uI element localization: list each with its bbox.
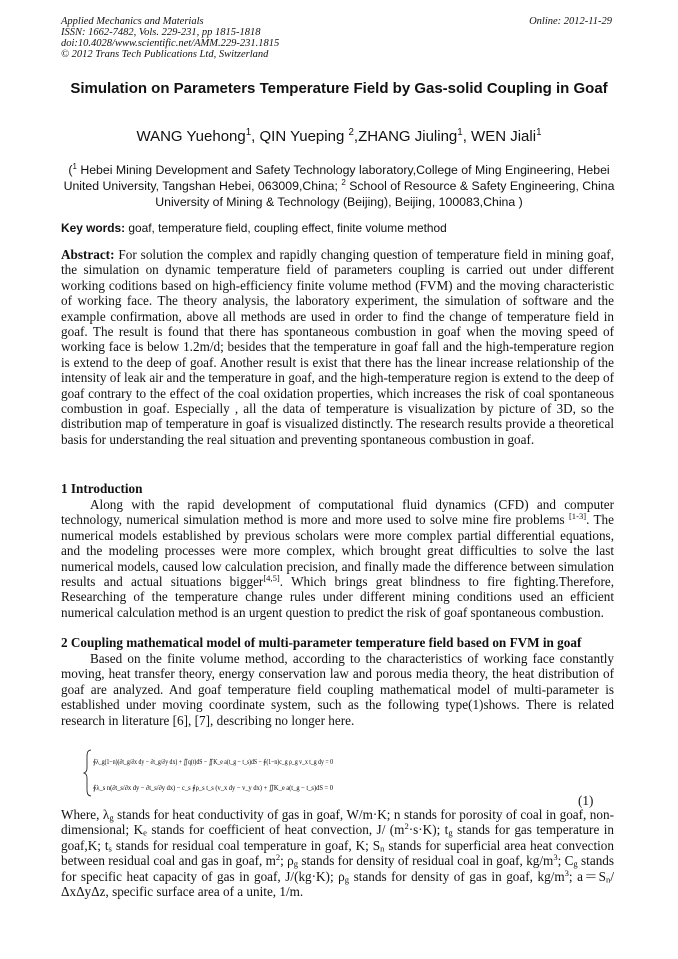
- section-1-text-part: . The numerical models established by previous scholars were more complex partial differential equations, and the modeling processes were more complex, which brought great difficulties to solve the last numerical models, caused low calculation precision, and finally made the difference between simulation results and actual situations bigger: [61, 512, 615, 590]
- section-2-text: Based on the finite volume method, according to the characteristics of working face constantly moving, heat transfer theory, energy conservation law and porous media theory, the heat distribution of goaf are analyzed. And goaf temperature field coupling mathematical model of multi-parameter is established under moving coordinate system, such as the following type(1)shows. There is related research in literature [6], [7], describing no longer here.: [61, 651, 614, 728]
- definition-text: ; ρ: [280, 853, 294, 869]
- section-1-text-part: Along with the rapid development of computational fluid dynamics (CFD) and computer technology, numerical simulation method is more and more used to solve mine fire problems: [61, 497, 614, 528]
- superscript: 2: [275, 852, 281, 863]
- definition-text: ; a＝S: [568, 868, 607, 884]
- abstract-label: Abstract:: [61, 247, 115, 262]
- superscript: 2: [404, 821, 409, 832]
- subscript: e: [143, 828, 147, 839]
- equation-line-1: ∮λ_g(1−n)(∂t_g/∂x dy − ∂t_g/∂y dx) + ∬q(t)dS − ∬K_e a(t_g − t_s)dS − ∮(1−n)c_g ρ_g v_x t_g dy = 0: [93, 758, 334, 766]
- definition-text: stands for residual coal temperature in goaf, K; S: [111, 837, 381, 853]
- doi-line: doi:10.4028/www.scientific.net/AMM.229-231.1815: [61, 38, 280, 49]
- subscript: n: [606, 874, 611, 885]
- citation: [4,5]: [263, 572, 280, 583]
- definition-text: stands for heat conductivity of gas in goaf, W/m·K; n stands for porosity of coal in goaf, non-dimensional; K: [61, 807, 614, 838]
- section-1-heading: 1 Introduction: [61, 481, 143, 496]
- subscript: s: [108, 843, 112, 854]
- definition-text: stands for superficial area heat convection between residual coal and gas in goaf, m: [61, 837, 614, 869]
- definition-text: ·s·K); t: [408, 822, 449, 838]
- equation-brace: [84, 750, 91, 796]
- issn-line: ISSN: 1662-7482, Vols. 229-231, pp 1815-1818: [61, 27, 261, 38]
- author-affiliation-mark: 1: [457, 127, 463, 139]
- author-affiliation-mark: 1: [245, 127, 252, 139]
- paper-title: Simulation on Parameters Temperature Field by Gas-solid Coupling in Goaf: [70, 80, 608, 97]
- definition-text: /ΔxΔyΔz, specific surface area of a unite, 1/m.: [61, 868, 614, 900]
- definition-text: stands for gas temperature in goaf,K; t: [61, 822, 615, 853]
- subscript: g: [448, 828, 453, 839]
- subscript: n: [380, 843, 385, 854]
- subscript: g: [344, 874, 350, 885]
- equation-line-2: ∮λ_s n(∂t_s/∂x dy − ∂t_s/∂y dx) − c_s ∮ρ_s t_s (v_x dy − v_y dx) + ∬K_e a(t_g − t_s)dS = 0: [93, 784, 334, 792]
- equation-number: (1): [578, 793, 594, 808]
- abstract: [61, 247, 614, 447]
- author-list: WANG Yuehong$^1$, QIN Yueping $^2$,ZHANG Jiuling$^1$, WEN Jiali$^1$: [136, 127, 542, 145]
- section-1-text-part: . Which brings great blindness to fire fighting.Therefore, Researching of the temperature change rules under different mining conditions used an efficient numerical calculation method is an urgent question to predict the risk of goaf spontaneous combustion.: [61, 574, 614, 620]
- definition-text: stands for density of residual coal in goaf, kg/m: [298, 853, 554, 869]
- subscript: g: [293, 858, 299, 869]
- keywords-label: Key words:: [61, 221, 126, 235]
- author-name: WANG Yuehong: [136, 128, 246, 145]
- definition-text: stands for specific heat capacity of gas in goaf, J/(kg·K); ρ: [61, 853, 615, 884]
- definition-text: ; C: [557, 853, 574, 869]
- affiliation-1: Hebei Mining Development and Safety Technology laboratory,College of Ming Engineering, Hebei United University, Tangshan Hebei, 063009,China;: [63, 163, 610, 193]
- section-1-text: [61, 497, 614, 620]
- keywords: [61, 220, 617, 236]
- equation-system: [85, 746, 335, 800]
- definition-text: stands for coefficient of heat convection, J/ (m: [146, 822, 405, 838]
- author-affiliation-mark: 2: [348, 127, 354, 139]
- symbol-definitions: [61, 807, 614, 899]
- keywords-text: goaf, temperature field, coupling effect, finite volume method: [125, 221, 447, 235]
- journal-name: Applied Mechanics and Materials: [61, 16, 204, 27]
- definition-text: stands for density of gas in goaf, kg/m: [349, 868, 565, 884]
- author-affiliation-mark: 1: [536, 127, 542, 139]
- abstract-text: For solution the complex and rapidly changing question of temperature field in mining goaf, the simulation on dynamic temperature field of parameters coupling is carried out under different working coditions based on high-efficiency finite volume method (FVM) and the moving characteristic of working face. The theory analysis, the laboratory experiment, the simulation of software and the example confirmation, above all methods are used in order to find the change of temperature field in goaf. The result is found that there has spontaneous combustion in goaf when the moving speed of working face is below 1.2m/d; besides that the temperature in goaf fall and the high-temperature region is extend to the deep of goaf. Another result is exist that there has the linear increase relationship of the intensity of leak air and the temperature in goaf, and the high-temperature region is extend to the deep of goaf contrary to the effect of the coal oxidation properties, which increases the risk of coal spontaneous combustion in goaf. Especially , all the data of temperature is visualization by picture of 3D, so the distribution map of temperature in goaf is visualized distinctly. The research results provide a theoretical basis for understanding the real situation and preventing spontaneous combustion in goaf.: [61, 247, 614, 447]
- online-date: Online: 2012-11-29: [529, 16, 612, 27]
- superscript: 3: [564, 867, 569, 878]
- superscript: 3: [553, 852, 558, 863]
- section-2-heading: 2 Coupling mathematical model of multi-parameter temperature field based on FVM in goaf: [61, 635, 582, 650]
- affiliations: [60, 162, 618, 210]
- definition-text: Where, λ: [61, 807, 110, 822]
- subscript: g: [573, 858, 578, 869]
- copyright-line: © 2012 Trans Tech Publications Ltd, Switzerland: [61, 49, 269, 60]
- author-name: WEN Jiali: [471, 128, 537, 145]
- affiliation-mark-1: 1: [72, 162, 77, 172]
- subscript: g: [109, 812, 114, 823]
- citation: [1-3]: [568, 511, 587, 522]
- author-name: QIN Yueping: [259, 128, 349, 145]
- affiliation-open-paren: (: [68, 163, 73, 177]
- author-name: ZHANG Jiuling: [358, 128, 458, 145]
- affiliation-mark-2: 2: [341, 178, 346, 188]
- affiliation-2: School of Resource & Safety Engineering, China University of Mining & Technology (Beijing), Beijing, 100083,China ): [155, 179, 615, 209]
- journal-header: [61, 16, 441, 60]
